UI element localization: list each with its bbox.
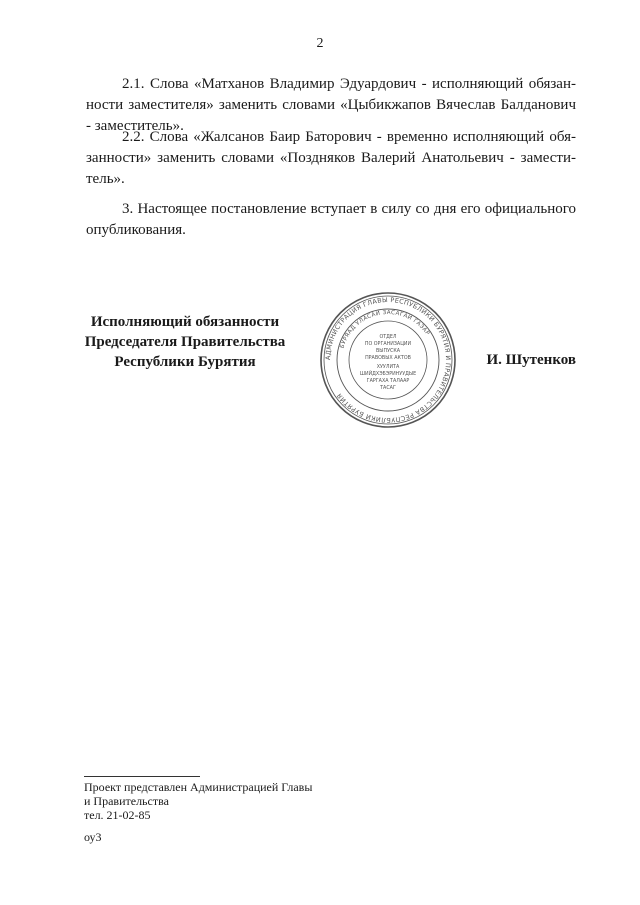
seal-center-line-5: ХУУЛИТА	[376, 365, 400, 370]
document-code: оу3	[84, 830, 102, 844]
signatory-title-line-2: Председателя Правительства	[84, 334, 286, 350]
official-seal-stamp	[318, 290, 458, 430]
seal-center-line-8: ТАСАГ	[380, 386, 396, 391]
seal-center-line-7: ГАРГАХА ТАЛААР	[366, 379, 410, 384]
paragraph-3: 3. Настоящее постановление вступает в силу со дня его официального опубликования.	[86, 201, 576, 238]
footnote-line-1: Проект представлен Администрацией Главы	[84, 780, 313, 794]
footnote-divider	[84, 776, 200, 777]
paragraph-2-1: 2.1. Слова «Матханов Владимир Эдуардович - исполняющий обязанности заместителя» заменить словами «Цыбикжапов Вячеслав Балданович - заместитель».	[86, 76, 576, 134]
seal-center-line-2: ПО ОРГАНИЗАЦИИ	[364, 342, 412, 347]
signatory-title-line-1: Исполняющий обязанности	[90, 314, 280, 330]
footnote-line-2: и Правительства	[84, 794, 169, 808]
seal-inner-ring-text: БУРЯАД УЛАСАЙ ЗАСАГАЙ ГАЗАР	[339, 309, 431, 350]
paragraph-2-2: 2.2. Слова «Жалсанов Баир Баторович - временно исполняющий обязанности» заменить словами «Поздняков Валерий Анатольевич - заместитель».	[86, 129, 576, 187]
seal-center-line-3: ВЫПУСКА	[375, 349, 401, 354]
seal-center-line-6: ШИЙДХЭБЭРИНУУДЫЕ	[359, 372, 417, 377]
page-number: 2	[316, 36, 324, 51]
seal-center-line-1: ОТДЕЛ	[379, 335, 397, 340]
seal-outer-ring-text: АДМИНИСТРАЦИЯ ГЛАВЫ РЕСПУБЛИКИ БУРЯТИЯ И ПРАВИТЕЛЬСТВА РЕСПУБЛИКИ БУРЯТИЯ	[323, 295, 453, 425]
seal-graphic	[318, 290, 458, 430]
signatory-name: И. Шутенков	[486, 352, 576, 368]
footnote-line-3: тел. 21-02-85	[84, 808, 151, 822]
signatory-title-line-3: Республики Бурятия	[114, 354, 256, 370]
footnote	[84, 780, 312, 822]
seal-center-line-4: ПРАВОВЫХ АКТОВ	[365, 356, 411, 361]
signatory-title	[80, 312, 290, 372]
